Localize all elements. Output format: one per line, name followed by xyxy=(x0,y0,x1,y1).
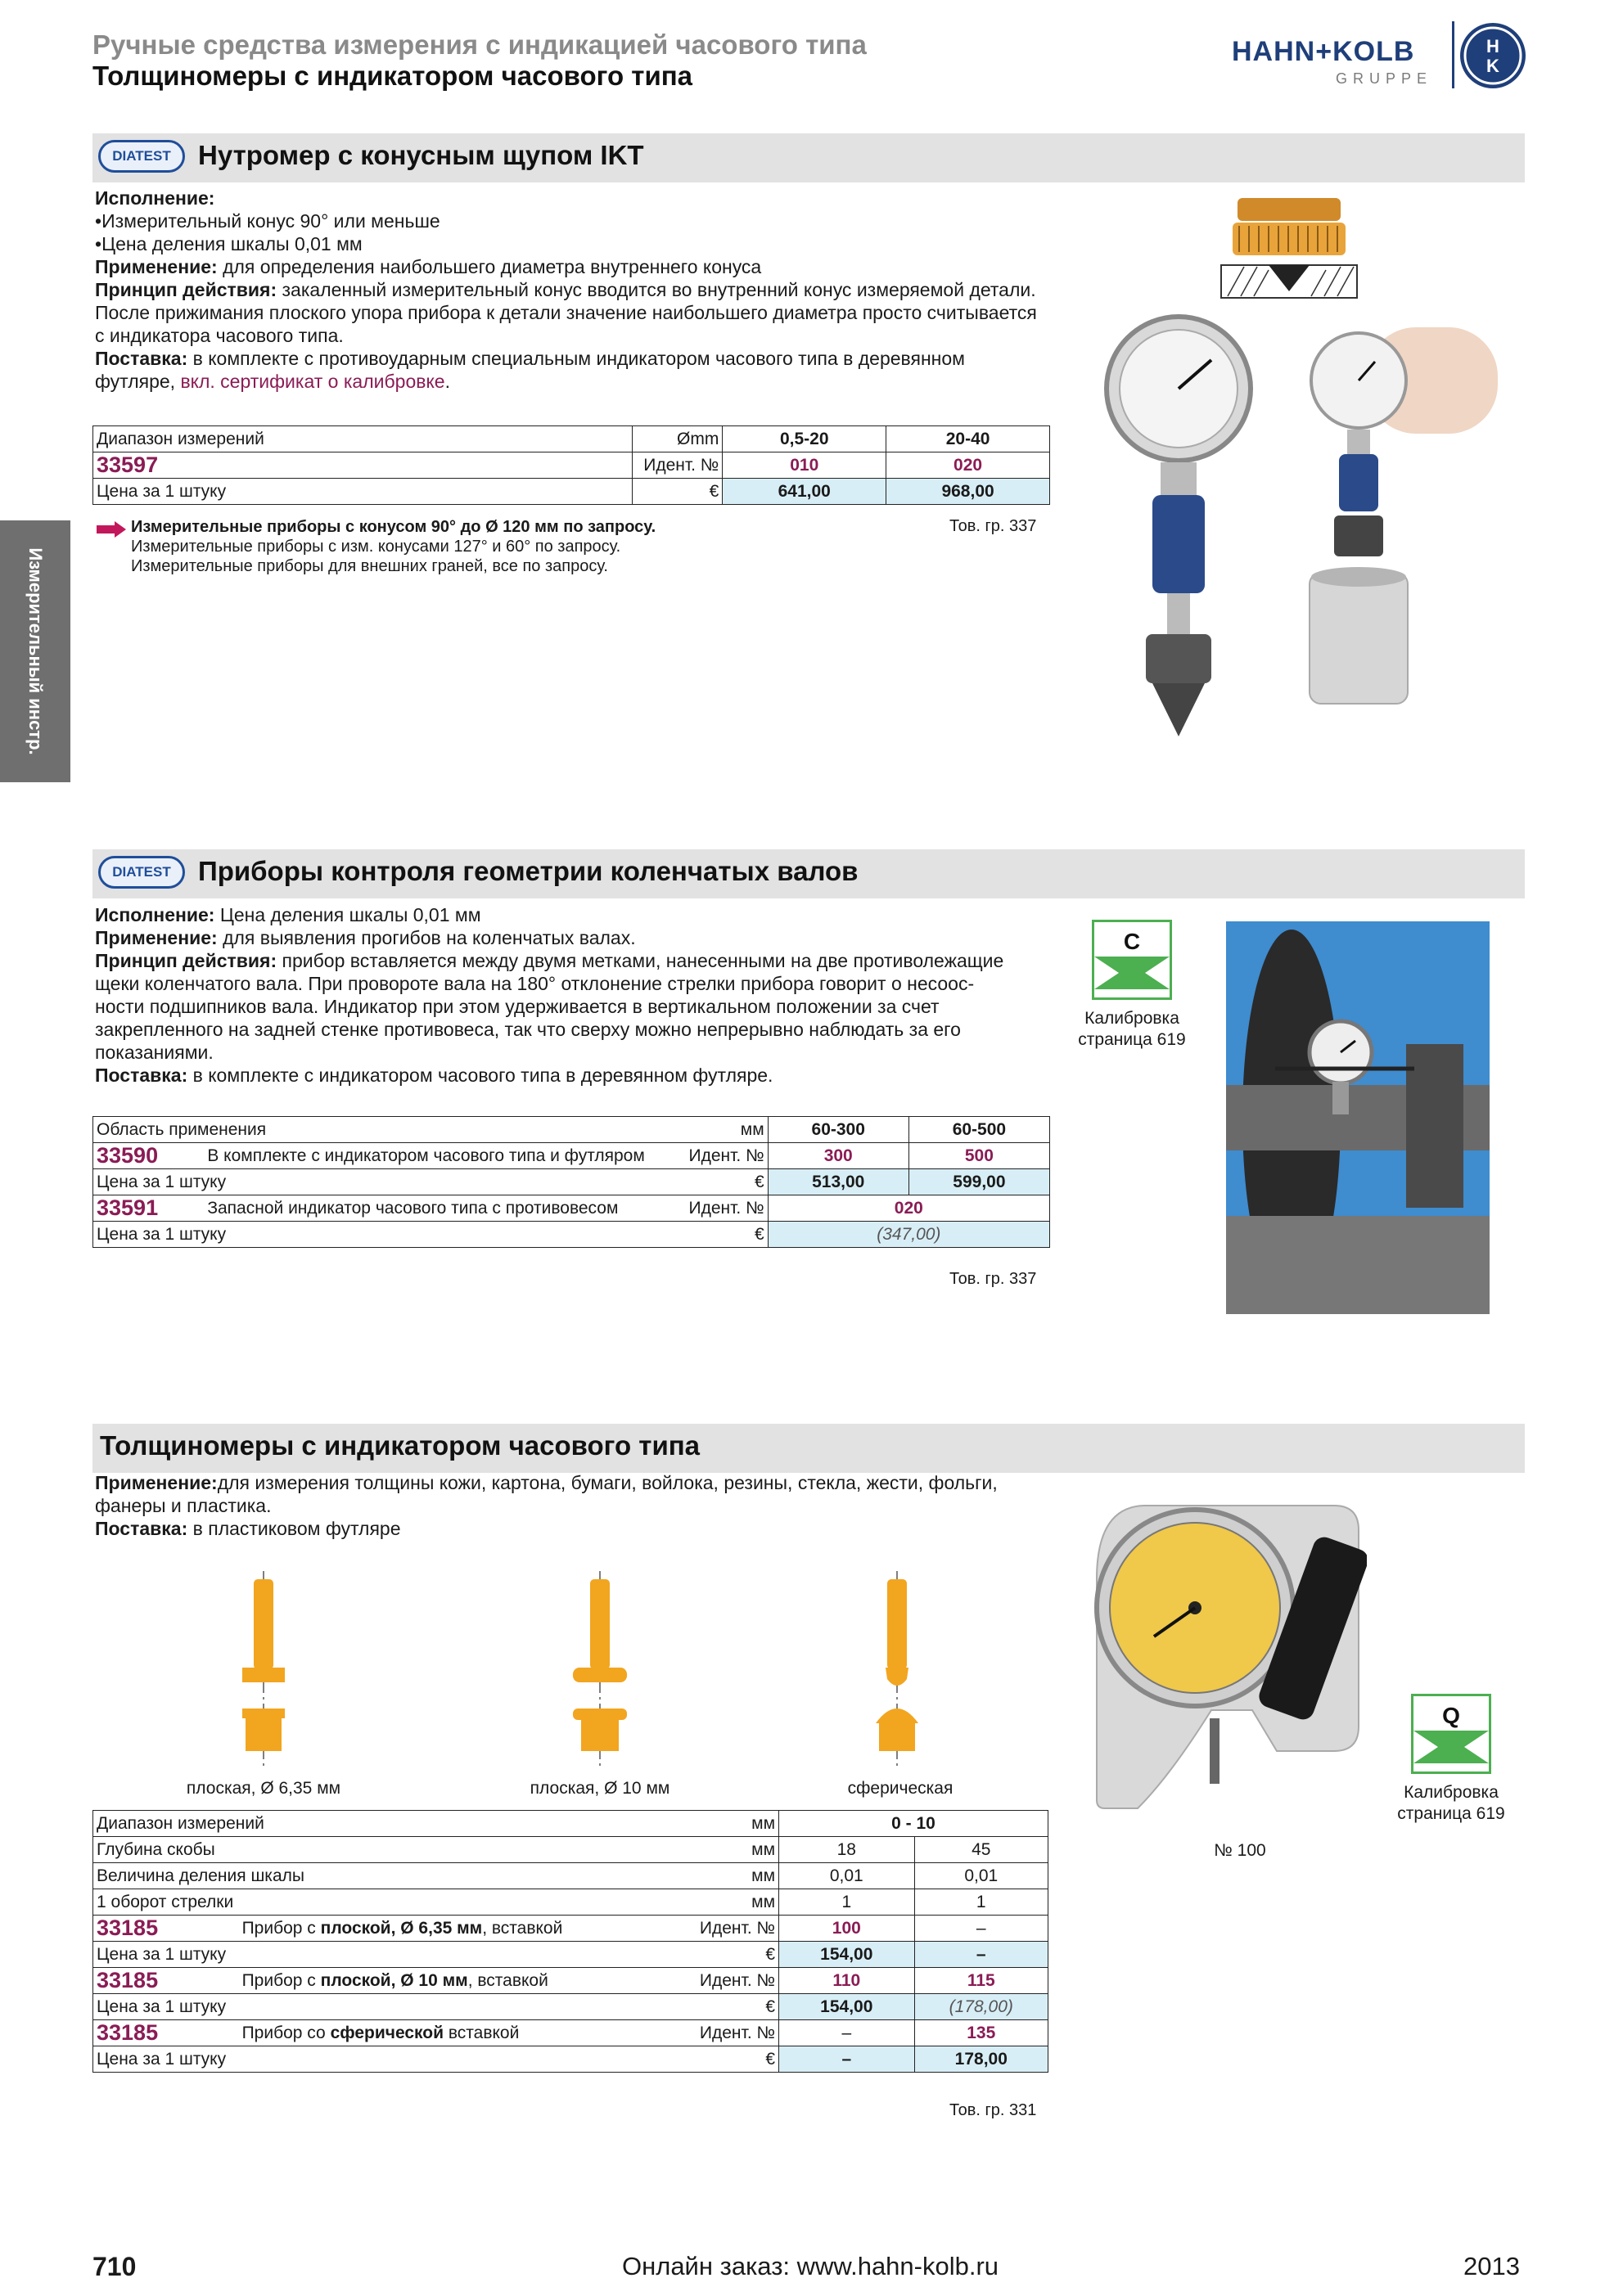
ident-label: Идент. № xyxy=(684,2020,778,2046)
desc-text: Прибор с xyxy=(241,1970,321,1990)
text: закрепленного на задней стенке противовеса, так что сверху можно непрерывно наблюдать за его xyxy=(95,1019,961,1040)
calibration-text xyxy=(1078,1008,1185,1051)
probe-label: плоская, Ø 10 мм xyxy=(530,1779,670,1798)
product-group: Тов. гр. 337 xyxy=(949,1270,1037,1288)
brand-seal-icon xyxy=(1460,23,1526,88)
desc-text: Прибор со xyxy=(241,2023,331,2042)
ident-number[interactable]: 100 xyxy=(779,1916,915,1942)
thickness-gauge-photo xyxy=(1089,1481,1367,1829)
calibration-badge-q[interactable] xyxy=(1411,1694,1491,1774)
spec-value: 18 xyxy=(779,1837,915,1863)
spec-value: 0 - 10 xyxy=(779,1811,1048,1837)
probe-spherical-icon xyxy=(864,1571,930,1772)
text: Цена деления шкалы 0,01 мм xyxy=(214,904,481,925)
spec-unit: мм xyxy=(684,1811,778,1837)
text: для измерения толщины кожи, картона, бумаги, войлока, резины, стекла, жести, фольги, xyxy=(217,1472,998,1493)
currency: € xyxy=(633,479,723,505)
price-value: 154,00 xyxy=(779,1942,915,1968)
crankshaft-photo xyxy=(1226,921,1490,1318)
spec-label: 1 оборот стрелки xyxy=(93,1889,685,1916)
s3-table xyxy=(92,1810,1048,2073)
price-value: – xyxy=(779,2046,915,2073)
range-label: Область применения xyxy=(93,1117,648,1143)
price-value: (178,00) xyxy=(914,1994,1048,2020)
calibration-text xyxy=(1397,1782,1504,1825)
logo-divider xyxy=(1452,21,1454,88)
label: Исполнение: xyxy=(95,187,215,209)
certificate-link[interactable]: вкл. сертификат о калибровке xyxy=(180,371,445,392)
price-value: 513,00 xyxy=(768,1169,908,1195)
desc-text: , вставкой xyxy=(467,1970,548,1990)
spec-value: 45 xyxy=(914,1837,1048,1863)
price-label: Цена за 1 штуку xyxy=(93,2046,685,2073)
text: для определения наибольшего диаметра внутреннего конуса xyxy=(217,256,762,277)
text: ности подшипников вала. Индикатор при этом удерживается в вертикальном положении за счет xyxy=(95,996,940,1017)
ident-number[interactable]: 020 xyxy=(886,452,1050,479)
article-description xyxy=(239,1968,685,1994)
product-group: Тов. гр. 337 xyxy=(949,517,1037,535)
currency: € xyxy=(684,1994,778,2020)
s2-description xyxy=(95,903,1053,1087)
product-group: Тов. гр. 331 xyxy=(949,2101,1037,2119)
col-header: 60-300 xyxy=(768,1117,908,1143)
photo-caption: № 100 xyxy=(1214,1841,1266,1860)
s1-notes xyxy=(131,517,1048,576)
ident-number[interactable]: 110 xyxy=(779,1968,915,1994)
text: . xyxy=(444,371,450,392)
article-description: В комплекте с индикатором часового типа и футляром xyxy=(204,1143,647,1169)
s1-table xyxy=(92,425,1050,505)
text: для выявления прогибов на коленчатых валах. xyxy=(217,927,636,948)
text: в комплекте с противоударным специальным индикатором часового типа в деревянном футляре, xyxy=(95,348,965,392)
side-category-label: Измерительный инстр. xyxy=(25,547,46,755)
spec-value: 1 xyxy=(914,1889,1048,1916)
bore-gauge-photo xyxy=(1089,311,1547,757)
diatest-logo: DIATEST xyxy=(98,140,185,173)
ident-number[interactable]: 020 xyxy=(768,1195,1049,1222)
price-value: 599,00 xyxy=(908,1169,1049,1195)
price-value: 154,00 xyxy=(779,1994,915,2020)
probe-flat-6-35-icon xyxy=(231,1571,296,1772)
s2-table xyxy=(92,1116,1050,1248)
label: Применение: xyxy=(95,927,218,948)
desc-text: , вставкой xyxy=(482,1918,563,1938)
probe-label: плоская, Ø 6,35 мм xyxy=(186,1779,341,1798)
desc-bold: плоской, Ø 10 мм xyxy=(320,1970,468,1990)
text: в пластиковом футляре xyxy=(187,1518,401,1539)
article-number: 33185 xyxy=(93,1916,239,1942)
section-title: Нутромер с конусным щупом IKT xyxy=(198,140,644,170)
desc-bold: плоской, Ø 6,35 мм xyxy=(320,1918,483,1938)
ident-label: Идент. № xyxy=(648,1143,768,1169)
price-label: Цена за 1 штуку xyxy=(93,1994,685,2020)
section-title: Приборы контроля геометрии коленчатых валов xyxy=(198,856,859,886)
spec-unit: мм xyxy=(684,1889,778,1916)
article-number: 33590 xyxy=(93,1143,205,1169)
price-value: 641,00 xyxy=(723,479,886,505)
text: фанеры и пластика. xyxy=(95,1495,272,1516)
ident-label: Идент. № xyxy=(684,1916,778,1942)
s3-description xyxy=(95,1471,1061,1540)
label: Поставка: xyxy=(95,1065,188,1086)
range-unit: мм xyxy=(648,1117,768,1143)
svg-text:K: K xyxy=(1486,56,1499,76)
probe-flat-10-icon xyxy=(563,1571,637,1772)
bullet-item: Измерительный конус 90° или меньше xyxy=(101,210,440,232)
calibration-label: Калибровка xyxy=(1404,1783,1499,1802)
price-value: – xyxy=(914,1942,1048,1968)
article-description xyxy=(239,2020,685,2046)
desc-bold: сферической xyxy=(330,2023,444,2042)
label: Применение: xyxy=(95,1472,218,1493)
spec-label: Глубина скобы xyxy=(93,1837,685,1863)
desc-text: вставкой xyxy=(444,2023,520,2042)
brand-logo: HAHN+KOLB xyxy=(1232,36,1415,67)
ident-number[interactable]: 300 xyxy=(768,1143,908,1169)
price-value: 178,00 xyxy=(914,2046,1048,2073)
col-header: 60-500 xyxy=(908,1117,1049,1143)
text: в комплекте с индикатором часового типа в деревянном футляре. xyxy=(187,1065,773,1086)
calibration-page: страница 619 xyxy=(1397,1804,1505,1823)
ident-number[interactable]: 500 xyxy=(908,1143,1049,1169)
currency: € xyxy=(648,1169,768,1195)
note-line: Измерительные приборы для внешних граней, все по запросу. xyxy=(131,557,608,575)
ident-label: Идент. № xyxy=(648,1195,768,1222)
online-order-link[interactable]: Онлайн заказ: www.hahn-kolb.ru xyxy=(622,2252,999,2280)
catalog-year: 2013 xyxy=(1463,2252,1520,2280)
spec-value: 1 xyxy=(779,1889,915,1916)
ident-number[interactable]: 135 xyxy=(914,2020,1048,2046)
header-category: Ручные средства измерения с индикацией часового типа xyxy=(92,29,867,60)
text: прибор вставляется между двумя метками, нанесенными на две противолежащие xyxy=(277,950,1004,971)
col-header: 0,5-20 xyxy=(723,426,886,452)
bullet-item: Цена деления шкалы 0,01 мм xyxy=(101,233,363,254)
spec-unit: мм xyxy=(684,1863,778,1889)
text: щеки коленчатого вала. При провороте вала на 180° отклонение стрелки прибора говорит о несоос- xyxy=(95,973,975,994)
calibration-letter: C xyxy=(1123,929,1141,954)
calibration-badge-c[interactable] xyxy=(1092,920,1172,1000)
ident-number[interactable]: 010 xyxy=(723,452,886,479)
page-number: 710 xyxy=(92,2252,137,2281)
article-description xyxy=(239,1916,685,1942)
spec-unit: мм xyxy=(684,1837,778,1863)
label: Принцип действия: xyxy=(95,279,277,300)
price-label: Цена за 1 штуку xyxy=(93,1169,648,1195)
s1-description: Исполнение: •Измерительный конус 90° или меньше •Цена деления шкалы 0,01 мм Применение: для определения наибольшего диаметра внутреннего конуса Принцип действия: закаленный измерительный конус вводится во внутренний конус измеряемой детали. После прижимания плоского упора прибора к детали значение наибольшего диаметра просто считывается с индикатора часового типа. Поставка: в комплекте с противоударным специальным индикатором часового типа в деревянном футляре, вкл. сертификат о калибровке. xyxy=(95,187,1037,392)
article-number: 33185 xyxy=(93,1968,239,1994)
label: Поставка: xyxy=(95,1518,188,1539)
text: закаленный измерительный конус вводится во внутренний конус измеряемой детали. После прижимания плоского упора прибора к детали значение наибольшего диаметра просто считывается с индикатора часового типа. xyxy=(95,279,1037,346)
price-label: Цена за 1 штуку xyxy=(93,1942,685,1968)
spec-value: 0,01 xyxy=(914,1863,1048,1889)
section-title: Толщиномеры с индикатором часового типа xyxy=(100,1430,701,1461)
currency: € xyxy=(684,2046,778,2073)
calibration-page: страница 619 xyxy=(1078,1030,1186,1049)
range-unit: Ømm xyxy=(633,426,723,452)
note-bold: Измерительные приборы с конусом 90° до Ø 120 мм по запросу. xyxy=(131,518,656,536)
text: показаниями. xyxy=(95,1042,214,1063)
diatest-logo: DIATEST xyxy=(98,856,185,889)
brand-logo-sub: GRUPPE xyxy=(1336,70,1433,87)
range-label: Диапазон измерений xyxy=(93,426,633,452)
cone-diagram xyxy=(1220,196,1359,315)
ident-label: Идент. № xyxy=(684,1968,778,1994)
calibration-letter: Q xyxy=(1442,1703,1460,1728)
ident-number: – xyxy=(779,2020,915,2046)
calibration-label: Калибровка xyxy=(1084,1009,1179,1028)
spec-value: 0,01 xyxy=(779,1863,915,1889)
price-value: 968,00 xyxy=(886,479,1050,505)
article-description: Запасной индикатор часового типа с противовесом xyxy=(204,1195,647,1222)
desc-text: Прибор с xyxy=(241,1918,321,1938)
price-value: (347,00) xyxy=(768,1222,1049,1248)
probe-label: сферическая xyxy=(847,1779,954,1798)
currency: € xyxy=(648,1222,768,1248)
label: Применение: xyxy=(95,256,218,277)
note-line: Измерительные приборы с изм. конусами 127° и 60° по запросу. xyxy=(131,538,621,556)
article-number: 33591 xyxy=(93,1195,205,1222)
price-label: Цена за 1 штуку xyxy=(93,1222,648,1248)
ident-number[interactable]: 115 xyxy=(914,1968,1048,1994)
label: Исполнение: xyxy=(95,904,215,925)
col-header: 20-40 xyxy=(886,426,1050,452)
ident-number: – xyxy=(914,1916,1048,1942)
article-number: 33597 xyxy=(93,452,633,479)
svg-text:H: H xyxy=(1486,36,1499,56)
arrow-icon xyxy=(95,520,128,542)
label: Поставка: xyxy=(95,348,188,369)
article-number: 33185 xyxy=(93,2020,239,2046)
page-title: Толщиномеры с индикатором часового типа xyxy=(92,61,693,91)
spec-label: Величина деления шкалы xyxy=(93,1863,685,1889)
ident-label: Идент. № xyxy=(633,452,723,479)
spec-label: Диапазон измерений xyxy=(93,1811,685,1837)
price-label: Цена за 1 штуку xyxy=(93,479,633,505)
label: Принцип действия: xyxy=(95,950,277,971)
currency: € xyxy=(684,1942,778,1968)
